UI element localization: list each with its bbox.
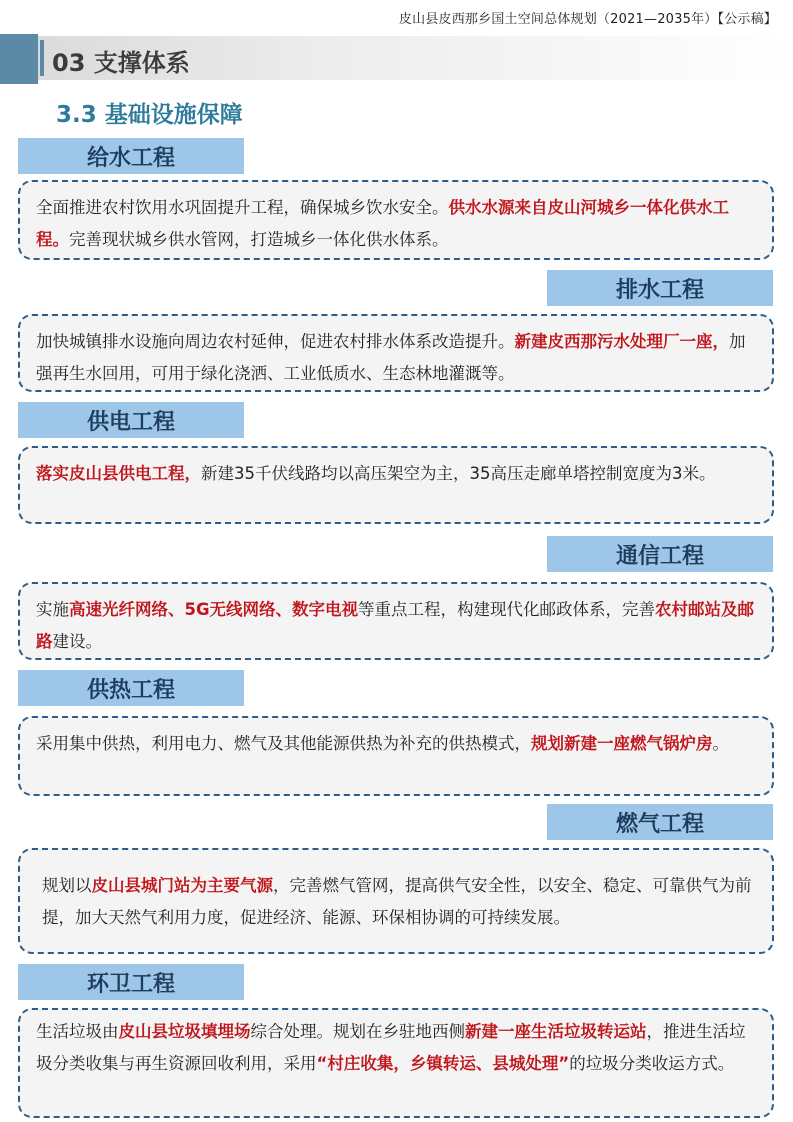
content-sanitation xyxy=(18,1008,774,1118)
text-segment: 综合处理。规划在乡驻地西侧 xyxy=(250,1022,465,1041)
heading-drainage: 排水工程 xyxy=(547,270,773,306)
highlight-segment: 规划新建一座燃气锅炉房 xyxy=(531,734,713,753)
text-segment: 实施 xyxy=(36,600,69,619)
text-segment: 的垃圾分类收运方式。 xyxy=(569,1054,735,1073)
text-segment: 采用集中供热，利用电力、燃气及其他能源供热为补充的供热模式， xyxy=(36,734,531,753)
heading-sanitation: 环卫工程 xyxy=(18,964,244,1000)
content-drainage xyxy=(18,314,774,392)
text-segment: ，推进生活垃圾分类收集与再生资源回收利用，采用 xyxy=(36,1022,746,1073)
text-segment: 加快城镇排水设施向周边农村延伸，促进农村排水体系改造提升。 xyxy=(36,332,515,351)
heading-heating: 供热工程 xyxy=(18,670,244,706)
text-segment: 建设。 xyxy=(52,632,102,651)
highlight-segment: 落实皮山县供电工程， xyxy=(36,464,201,483)
heading-communication: 通信工程 xyxy=(547,536,773,572)
heading-power-supply: 供电工程 xyxy=(18,402,244,438)
highlight-segment: 高速光纤网络、5G无线网络、数字电视 xyxy=(69,600,359,619)
section-title: 3.3 基础设施保障 xyxy=(56,102,243,128)
highlight-segment: 皮山县城门站为主要气源 xyxy=(91,876,273,895)
highlight-segment: “村庄收集，乡镇转运、县城处理” xyxy=(316,1054,570,1073)
text-segment: 规划以 xyxy=(42,876,92,895)
highlight-segment: 新建皮西那污水处理厂一座， xyxy=(514,332,729,351)
chapter-title: 03 支撑体系 xyxy=(52,49,190,77)
document-header: 皮山县皮西那乡国土空间总体规划（2021—2035年）【公示稿】 xyxy=(398,12,777,27)
text-segment: ，完善燃气管网，提高供气安全性，以安全、稳定、可靠供气为前提，加大天然气利用力度，促进经济、能源、环保相协调的可持续发展。 xyxy=(42,876,752,927)
chapter-accent-tab xyxy=(0,34,38,84)
highlight-segment: 农村邮站及邮路 xyxy=(36,600,755,651)
heading-water-supply: 给水工程 xyxy=(18,138,244,174)
text-segment: 加强再生水回用，可用于绿化浇洒、工业低质水、生态林地灌溉等。 xyxy=(36,332,746,383)
highlight-segment: 新建一座生活垃圾转运站 xyxy=(465,1022,647,1041)
content-gas xyxy=(18,848,774,954)
text-segment: 新建35千伏线路均以高压架空为主，35高压走廊单塔控制宽度为3米。 xyxy=(201,464,716,483)
content-heating xyxy=(18,716,774,796)
content-water-supply xyxy=(18,180,774,260)
highlight-segment: 皮山县垃圾填埋场 xyxy=(118,1022,251,1041)
text-segment: 。 xyxy=(712,734,729,753)
content-communication xyxy=(18,582,774,660)
chapter-accent-bar xyxy=(40,40,44,76)
text-segment: 等重点工程，构建现代化邮政体系，完善 xyxy=(358,600,656,619)
highlight-segment: 供水水源来自皮山河城乡一体化供水工程。 xyxy=(36,198,729,249)
text-segment: 生活垃圾由 xyxy=(36,1022,119,1041)
heading-gas: 燃气工程 xyxy=(547,804,773,840)
text-segment: 全面推进农村饮用水巩固提升工程，确保城乡饮水安全。 xyxy=(36,198,449,217)
content-power-supply xyxy=(18,446,774,524)
text-segment: 完善现状城乡供水管网，打造城乡一体化供水体系。 xyxy=(69,230,449,249)
